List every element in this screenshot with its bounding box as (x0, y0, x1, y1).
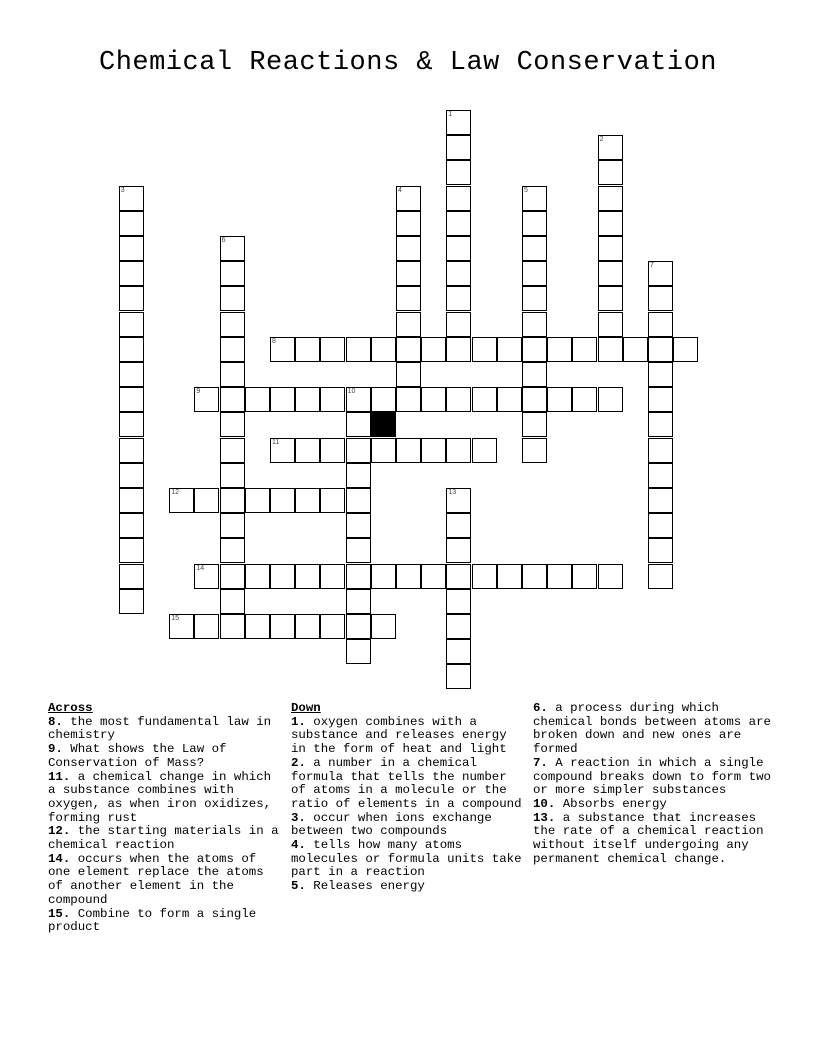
down-clues (291, 702, 527, 894)
clue-text: oxygen combines with a substance and releases energy in the form of heat and light (291, 714, 507, 757)
grid-cell[interactable] (522, 211, 547, 236)
grid-cell[interactable] (119, 186, 144, 211)
clue-text: a chemical change in which a substance combines with oxygen, as when iron oxidizes, forming rust (48, 769, 272, 825)
grid-cell[interactable] (421, 387, 446, 412)
grid-cell[interactable] (245, 564, 270, 589)
grid-cell[interactable] (295, 337, 320, 362)
grid-cell[interactable] (446, 211, 471, 236)
grid-cell[interactable] (220, 261, 245, 286)
grid-cell[interactable] (396, 438, 421, 463)
grid-cell[interactable] (346, 589, 371, 614)
grid-cell[interactable] (245, 387, 270, 412)
clue-text: A reaction in which a single compound breaks down to form two or more simpler substances (533, 755, 771, 798)
grid-cell[interactable] (472, 564, 497, 589)
grid-cell[interactable] (648, 564, 673, 589)
grid-cell[interactable] (371, 337, 396, 362)
across-clue (48, 825, 284, 852)
grid-cell[interactable] (522, 236, 547, 261)
grid-cell[interactable] (169, 488, 194, 513)
grid-cell[interactable] (295, 387, 320, 412)
grid-cell[interactable] (648, 538, 673, 563)
grid-cell[interactable] (522, 261, 547, 286)
clue-label: 12. (48, 824, 71, 839)
black-square (371, 412, 396, 437)
grid-cell[interactable] (320, 438, 345, 463)
grid-cell[interactable] (220, 412, 245, 437)
clue-number: 9 (196, 388, 201, 396)
across-clue (48, 771, 284, 826)
grid-cell[interactable] (119, 564, 144, 589)
grid-cell[interactable] (119, 589, 144, 614)
grid-cell[interactable] (472, 438, 497, 463)
grid-cell[interactable] (220, 337, 245, 362)
clue-text: the most fundamental law in chemistry (48, 714, 272, 743)
grid-cell[interactable] (119, 438, 144, 463)
grid-cell[interactable] (396, 362, 421, 387)
grid-cell[interactable] (446, 639, 471, 664)
grid-cell[interactable] (446, 337, 471, 362)
grid-cell[interactable] (346, 639, 371, 664)
grid-cell[interactable] (119, 513, 144, 538)
grid-cell[interactable] (648, 387, 673, 412)
clue-number: 13 (448, 489, 457, 496)
grid-cell[interactable] (220, 589, 245, 614)
grid-cell[interactable] (648, 513, 673, 538)
clue-label: 15. (48, 906, 71, 921)
grid-cell[interactable] (295, 438, 320, 463)
clue-number: 6 (221, 237, 226, 244)
grid-cell[interactable] (673, 337, 698, 362)
grid-cell[interactable] (371, 614, 396, 639)
clue-text: tells how many atoms molecules or formula units take part in a reaction (291, 838, 522, 880)
grid-cell[interactable] (446, 387, 471, 412)
across-clue (48, 908, 284, 935)
grid-cell[interactable] (446, 286, 471, 311)
grid-cell[interactable] (346, 538, 371, 563)
grid-cell[interactable] (270, 564, 295, 589)
down-clue (533, 798, 773, 812)
grid-cell[interactable] (194, 614, 219, 639)
grid-cell[interactable] (446, 438, 471, 463)
clue-text: occur when ions exchange between two compounds (291, 810, 492, 839)
grid-cell[interactable] (220, 538, 245, 563)
clue-number: 1 (448, 111, 453, 118)
clue-number: 5 (524, 186, 528, 194)
grid-cell[interactable] (295, 614, 320, 639)
grid-cell[interactable] (598, 286, 623, 311)
across-heading: Across (48, 701, 93, 715)
grid-cell[interactable] (194, 488, 219, 513)
clue-label: 6. (533, 701, 548, 715)
clue-label: 9. (48, 742, 63, 757)
down-clue (533, 757, 773, 798)
clue-number: 11 (272, 438, 280, 446)
grid-cell[interactable] (295, 564, 320, 589)
grid-cell[interactable] (220, 614, 245, 639)
clue-label: 10. (533, 796, 556, 811)
grid-cell[interactable] (220, 438, 245, 463)
grid-cell[interactable] (598, 261, 623, 286)
across-clue (48, 716, 284, 743)
grid-cell[interactable] (396, 387, 421, 412)
grid-cell[interactable] (119, 337, 144, 362)
grid-cell[interactable] (648, 412, 673, 437)
grid-cell[interactable] (194, 387, 219, 412)
puzzle-title: Chemical Reactions & Law Conservation (99, 48, 717, 78)
grid-cell[interactable] (522, 564, 547, 589)
grid-cell[interactable] (396, 261, 421, 286)
grid-cell[interactable] (497, 564, 522, 589)
clue-label: 8. (48, 714, 63, 729)
clue-text: Releases energy (305, 879, 425, 894)
down-clue (291, 839, 527, 880)
clue-number: 10 (347, 388, 356, 396)
clue-number: 15 (171, 615, 179, 622)
clue-label: 3. (291, 810, 306, 825)
grid-cell[interactable] (119, 412, 144, 437)
grid-cell[interactable] (522, 186, 547, 211)
down-clue (291, 880, 527, 894)
grid-cell[interactable] (220, 513, 245, 538)
grid-cell[interactable] (446, 488, 471, 513)
grid-cell[interactable] (119, 211, 144, 236)
grid-cell[interactable] (220, 312, 245, 337)
grid-cell[interactable] (446, 135, 471, 160)
down-heading: Down (291, 701, 321, 715)
grid-cell[interactable] (119, 488, 144, 513)
grid-cell[interactable] (598, 160, 623, 185)
down-clue (291, 716, 527, 757)
grid-cell[interactable] (346, 614, 371, 639)
grid-cell[interactable] (396, 286, 421, 311)
grid-cell[interactable] (598, 211, 623, 236)
grid-cell[interactable] (446, 664, 471, 689)
clue-text: a number in a chemical formula that tells the number of atoms in a molecule or the ratio of elements in a compound (291, 755, 522, 811)
grid-cell[interactable] (346, 488, 371, 513)
clue-text: Absorbs energy (555, 796, 667, 811)
down-clue (533, 702, 773, 757)
clue-label: 2. (291, 755, 306, 770)
grid-cell[interactable] (446, 513, 471, 538)
grid-cell[interactable] (648, 261, 673, 286)
grid-cell[interactable] (446, 564, 471, 589)
grid-cell[interactable] (446, 589, 471, 614)
grid-cell[interactable] (446, 538, 471, 563)
clue-number: 2 (599, 136, 604, 144)
grid-cell[interactable] (472, 387, 497, 412)
grid-cell[interactable] (346, 412, 371, 437)
across-clue (48, 853, 284, 908)
down-clue (291, 757, 527, 812)
grid-cell[interactable] (421, 564, 446, 589)
clue-label: 13. (533, 810, 556, 825)
clue-label: 14. (48, 851, 71, 866)
clue-text: occurs when the atoms of one element replace the atoms of another element in the compound (48, 851, 264, 907)
grid-cell[interactable] (598, 387, 623, 412)
grid-cell[interactable] (220, 387, 245, 412)
grid-cell[interactable] (371, 564, 396, 589)
grid-cell[interactable] (119, 387, 144, 412)
grid-cell[interactable] (623, 337, 648, 362)
grid-cell[interactable] (295, 488, 320, 513)
clue-label: 11. (48, 769, 71, 784)
down-clue (291, 812, 527, 839)
grid-cell[interactable] (396, 211, 421, 236)
grid-cell[interactable] (119, 463, 144, 488)
grid-cell[interactable] (270, 337, 295, 362)
clue-text: a substance that increases the rate of a chemical reaction without itself undergoing any permanent chemical change. (533, 810, 764, 866)
grid-cell[interactable] (371, 438, 396, 463)
grid-cell[interactable] (220, 463, 245, 488)
grid-cell[interactable] (522, 362, 547, 387)
grid-cell[interactable] (472, 337, 497, 362)
grid-cell[interactable] (598, 312, 623, 337)
grid-cell[interactable] (119, 538, 144, 563)
clue-text: What shows the Law of Conservation of Mass? (48, 742, 227, 770)
grid-cell[interactable] (220, 362, 245, 387)
grid-cell[interactable] (446, 614, 471, 639)
grid-cell[interactable] (522, 337, 547, 362)
grid-cell[interactable] (270, 614, 295, 639)
grid-cell[interactable] (320, 614, 345, 639)
grid-cell[interactable] (119, 312, 144, 337)
grid-cell[interactable] (270, 438, 295, 463)
grid-cell[interactable] (572, 337, 597, 362)
clue-text: Combine to form a single product (48, 906, 257, 935)
clue-number: 14 (196, 564, 205, 572)
grid-cell[interactable] (220, 488, 245, 513)
grid-cell[interactable] (648, 488, 673, 513)
clue-label: 1. (291, 714, 306, 729)
grid-cell[interactable] (598, 564, 623, 589)
grid-cell[interactable] (446, 312, 471, 337)
grid-cell[interactable] (346, 564, 371, 589)
grid-cell[interactable] (522, 438, 547, 463)
grid-cell[interactable] (446, 160, 471, 185)
grid-cell[interactable] (119, 362, 144, 387)
grid-cell[interactable] (119, 286, 144, 311)
grid-cell[interactable] (220, 564, 245, 589)
clue-text: the starting materials in a chemical reaction (48, 824, 279, 853)
grid-cell[interactable] (572, 564, 597, 589)
grid-cell[interactable] (547, 337, 572, 362)
grid-cell[interactable] (346, 513, 371, 538)
clue-number: 4 (398, 186, 402, 194)
grid-cell[interactable] (396, 337, 421, 362)
grid-cell[interactable] (346, 463, 371, 488)
grid-cell[interactable] (245, 614, 270, 639)
grid-cell[interactable] (522, 286, 547, 311)
clue-label: 5. (291, 879, 306, 894)
grid-cell[interactable] (396, 186, 421, 211)
grid-cell[interactable] (270, 488, 295, 513)
grid-cell[interactable] (320, 488, 345, 513)
grid-cell[interactable] (648, 438, 673, 463)
grid-cell[interactable] (547, 564, 572, 589)
grid-cell[interactable] (119, 261, 144, 286)
clue-number: 8 (272, 337, 276, 345)
clue-number: 3 (120, 186, 125, 194)
grid-cell[interactable] (396, 312, 421, 337)
clue-label: 4. (291, 838, 306, 853)
grid-cell[interactable] (446, 110, 471, 135)
grid-cell[interactable] (245, 488, 270, 513)
grid-cell[interactable] (396, 236, 421, 261)
grid-cell[interactable] (346, 387, 371, 412)
down-clue (533, 812, 773, 867)
grid-cell[interactable] (320, 337, 345, 362)
grid-cell[interactable] (572, 387, 597, 412)
grid-cell[interactable] (522, 312, 547, 337)
clue-label: 7. (533, 755, 548, 770)
grid-cell[interactable] (446, 186, 471, 211)
grid-cell[interactable] (119, 236, 144, 261)
grid-cell[interactable] (497, 387, 522, 412)
grid-cell[interactable] (194, 564, 219, 589)
grid-cell[interactable] (648, 286, 673, 311)
grid-cell[interactable] (371, 387, 396, 412)
grid-cell[interactable] (522, 412, 547, 437)
grid-cell[interactable] (220, 236, 245, 261)
grid-cell[interactable] (346, 438, 371, 463)
grid-cell[interactable] (421, 337, 446, 362)
grid-cell[interactable] (169, 614, 194, 639)
grid-cell[interactable] (446, 261, 471, 286)
grid-cell[interactable] (598, 337, 623, 362)
grid-cell[interactable] (446, 236, 471, 261)
grid-cell[interactable] (346, 337, 371, 362)
grid-cell[interactable] (648, 337, 673, 362)
grid-cell[interactable] (270, 387, 295, 412)
across-clues (48, 702, 284, 935)
clue-number: 12 (171, 489, 179, 496)
grid-cell[interactable] (522, 387, 547, 412)
grid-cell[interactable] (648, 362, 673, 387)
grid-cell[interactable] (598, 236, 623, 261)
grid-cell[interactable] (320, 387, 345, 412)
grid-cell[interactable] (648, 463, 673, 488)
down-clues-continued (533, 702, 773, 866)
grid-cell[interactable] (220, 286, 245, 311)
clue-number: 7 (650, 262, 654, 270)
grid-cell[interactable] (497, 337, 522, 362)
grid-cell[interactable] (421, 438, 446, 463)
grid-cell[interactable] (598, 135, 623, 160)
grid-cell[interactable] (598, 186, 623, 211)
grid-cell[interactable] (547, 387, 572, 412)
grid-cell[interactable] (320, 564, 345, 589)
across-clue (48, 743, 284, 770)
grid-cell[interactable] (396, 564, 421, 589)
grid-cell[interactable] (648, 312, 673, 337)
clue-text: a process during which chemical bonds between atoms are broken down and new ones are formed (533, 701, 771, 757)
